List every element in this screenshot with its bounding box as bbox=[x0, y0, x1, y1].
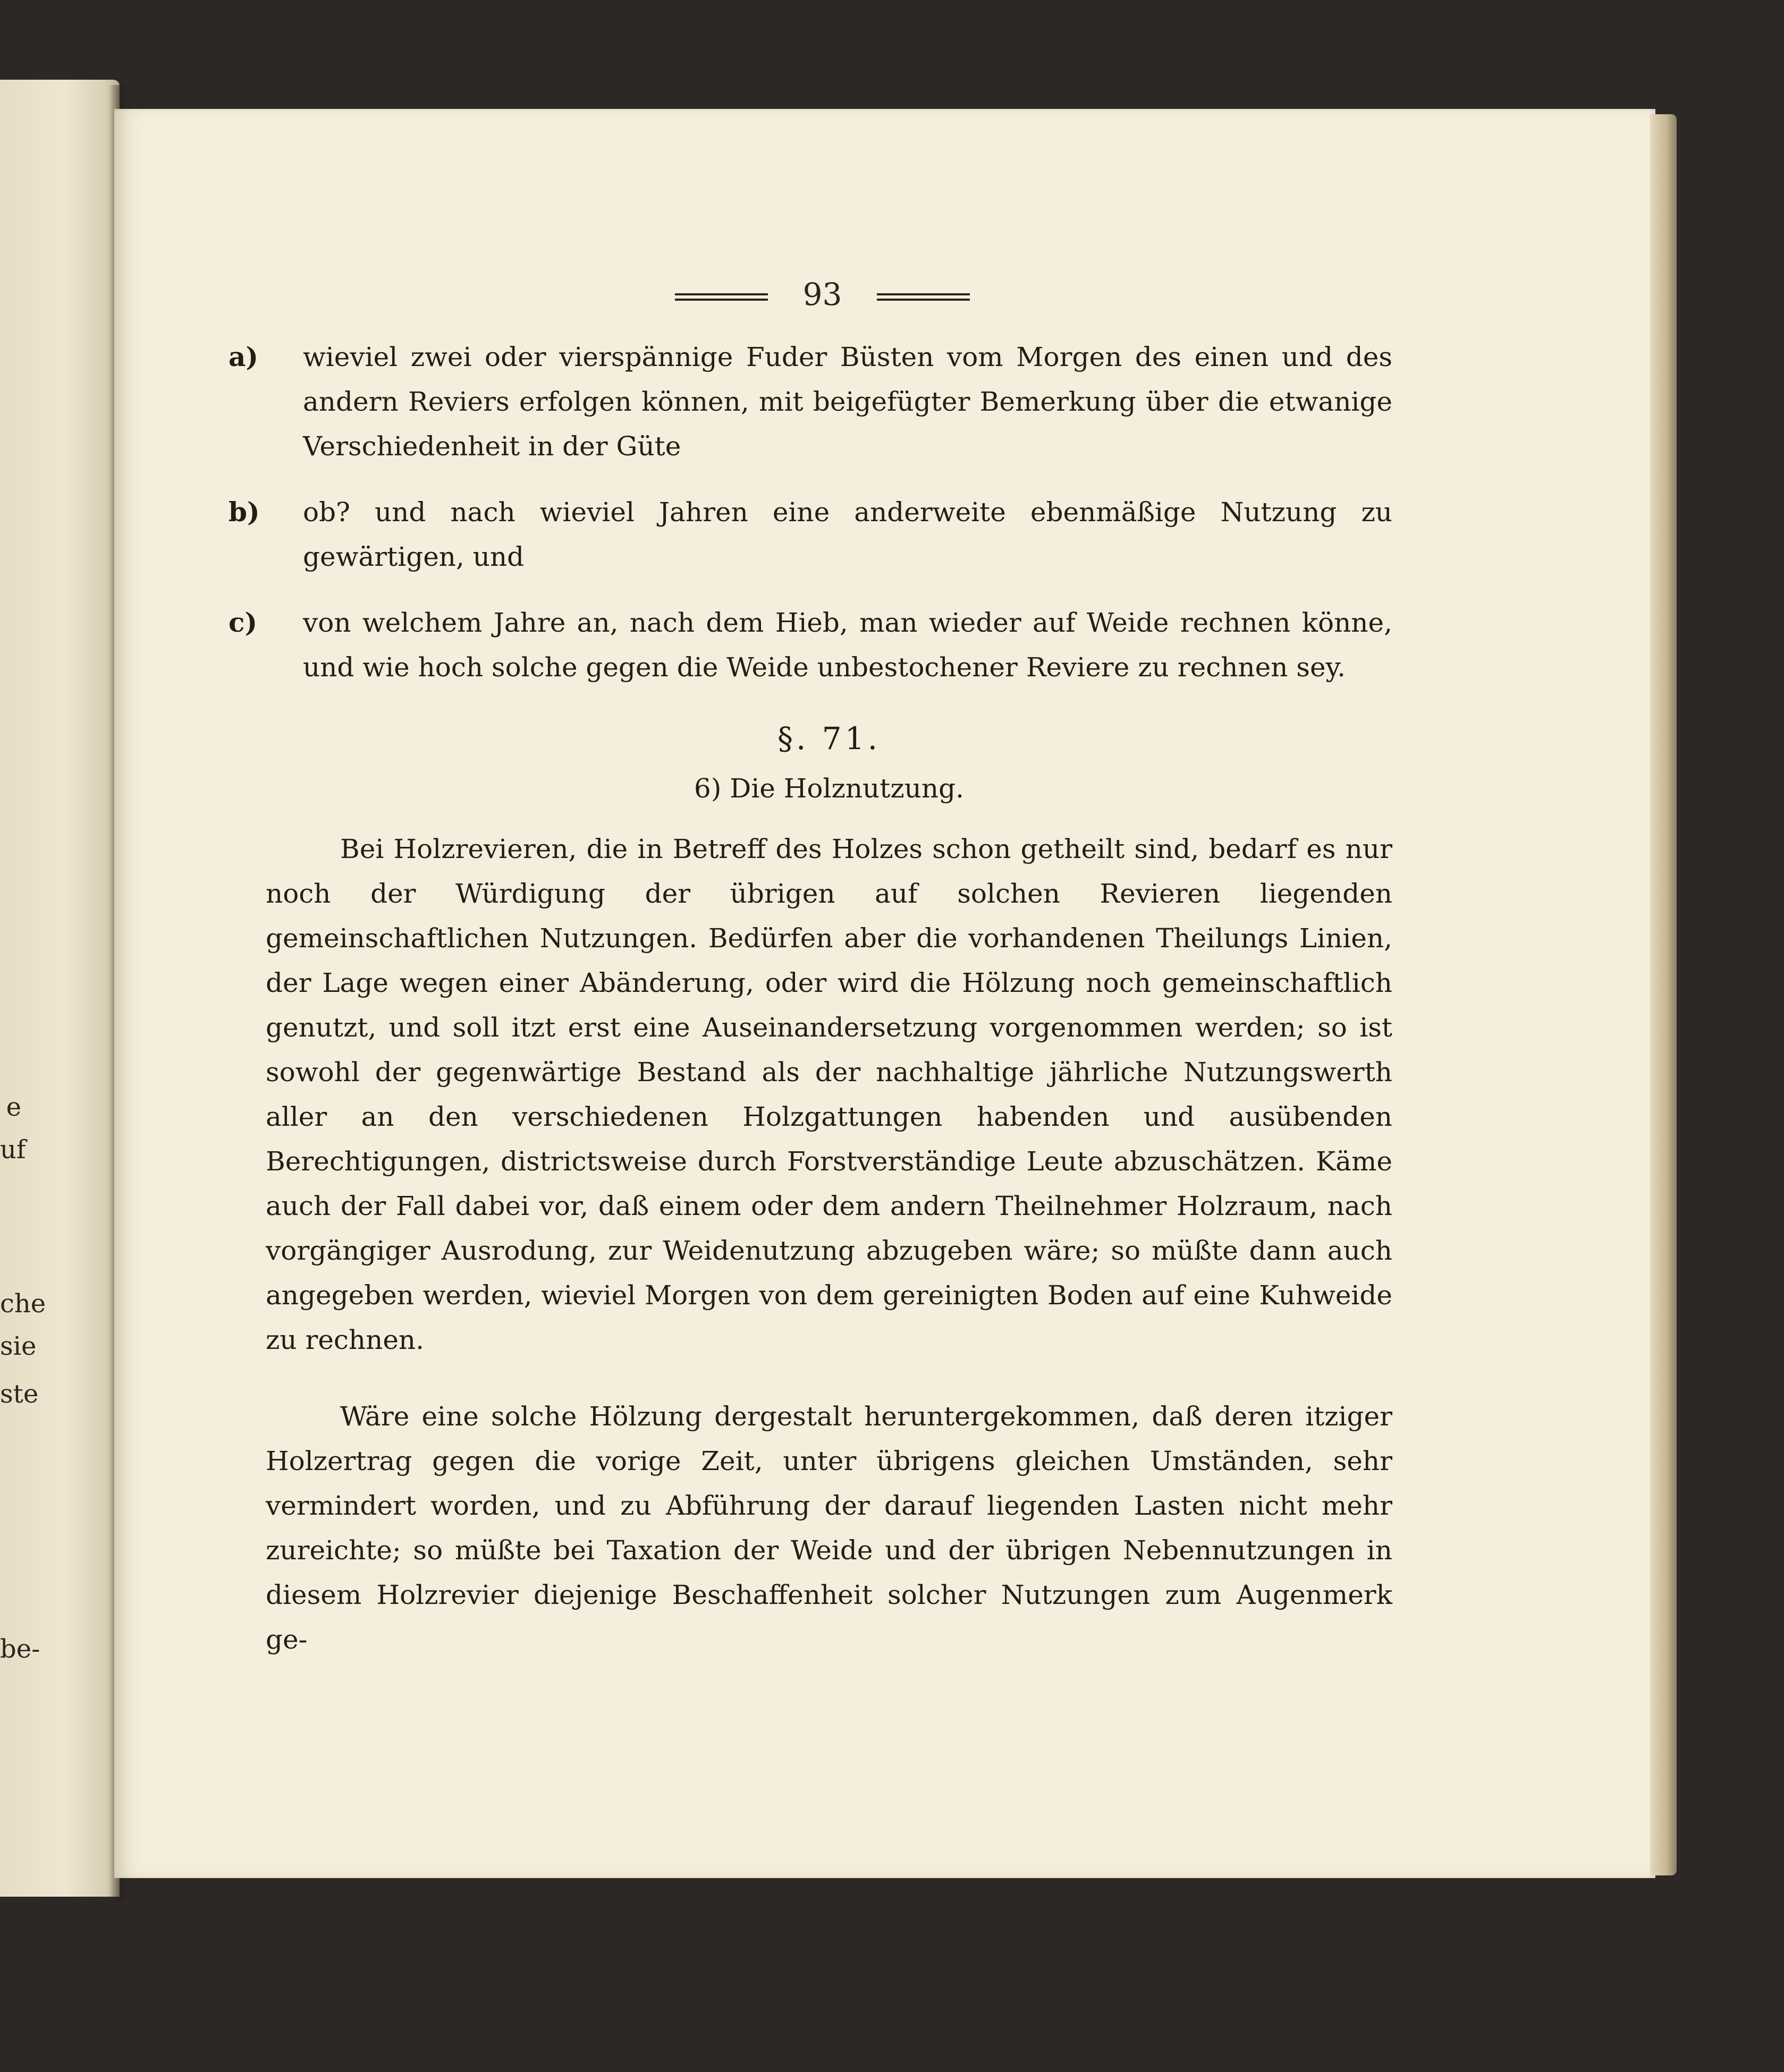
list-item-label: b) bbox=[229, 496, 260, 528]
paragraph: Bei Holzrevieren, die in Betreff des Holzes schon getheilt sind, bedarf es nur noch der Würdigung der übrigen auf solchen Revieren liegenden gemeinschaftlichen Nutzungen. Bedürfen aber die vorhandenen Theilungs Linien, der Lage wegen einer Abänderung, oder wird die Hölzung noch gemeinschaftlich genutzt, und soll itzt erst eine Auseinandersetzung vorgenommen werden; so ist sowohl der gegenwärtige Bestand als der nachhaltige jährliche Nutzungswerth aller an den verschiedenen Holzgattungen habenden und ausübenden Berechtigungen, districtsweise durch Forstverständige Leute abzuschätzen. Käme auch der Fall dabei vor, daß einem oder dem andern Theilnehmer Holzraum, nach vorgängiger Ausrodung, zur Weidenutzung abzugeben wäre; so müßte dann auch angegeben werden, wieviel Morgen von dem gereinigten Boden auf eine Kuhweide zu rechnen. bbox=[266, 834, 1392, 1355]
list-item-label: a) bbox=[229, 341, 259, 372]
left-page-fragment: sie bbox=[0, 1331, 37, 1361]
list-item-text: von welchem Jahre an, nach dem Hieb, man wieder auf Weide rechnen könne, und wie hoch solche gegen die Weide unbestochener Reviere zu rechnen sey. bbox=[303, 607, 1392, 683]
page-number: 93 bbox=[802, 276, 842, 312]
section-number: §. 71. bbox=[777, 720, 881, 757]
left-page-fragment: e bbox=[6, 1092, 21, 1122]
list-item bbox=[229, 490, 1392, 579]
list-item-text: ob? und nach wieviel Jahren eine anderweite ebenmäßige Nutzung zu gewärtigen, und bbox=[303, 497, 1392, 572]
previous-page bbox=[0, 80, 120, 1897]
list-item bbox=[229, 600, 1392, 690]
left-page-fragment: ste bbox=[0, 1379, 39, 1409]
section-title: 6) Die Holznutzung. bbox=[694, 773, 964, 804]
page-header bbox=[675, 276, 994, 319]
header-rule-left bbox=[675, 293, 768, 301]
list-item-label: c) bbox=[229, 607, 258, 638]
list-item-text: wieviel zwei oder vierspännige Fuder Büsten vom Morgen des einen und des andern Reviers erfolgen können, mit beigefügter Bemerkung über die etwanige Verschiedenheit in der Güte bbox=[303, 342, 1392, 462]
left-page-fragment: che bbox=[0, 1289, 46, 1319]
header-rule-right bbox=[877, 293, 970, 301]
page-body bbox=[229, 335, 1392, 1694]
page-edge bbox=[1650, 114, 1677, 1875]
list-item bbox=[229, 335, 1392, 469]
left-page-fragment: uf bbox=[0, 1135, 26, 1165]
left-page-fragment: be- bbox=[0, 1634, 40, 1664]
paragraph: Wäre eine solche Hölzung dergestalt heruntergekommen, daß deren itziger Holzertrag gegen die vorige Zeit, unter übrigens gleichen Umständen, sehr vermindert worden, und zu Abführung der darauf liegenden Lasten nicht mehr zureichte; so müßte bei Taxation der Weide und der übrigen Nebennutzungen in diesem Holzrevier diejenige Beschaffenheit solcher Nutzungen zum Augenmerk ge- bbox=[266, 1401, 1392, 1655]
